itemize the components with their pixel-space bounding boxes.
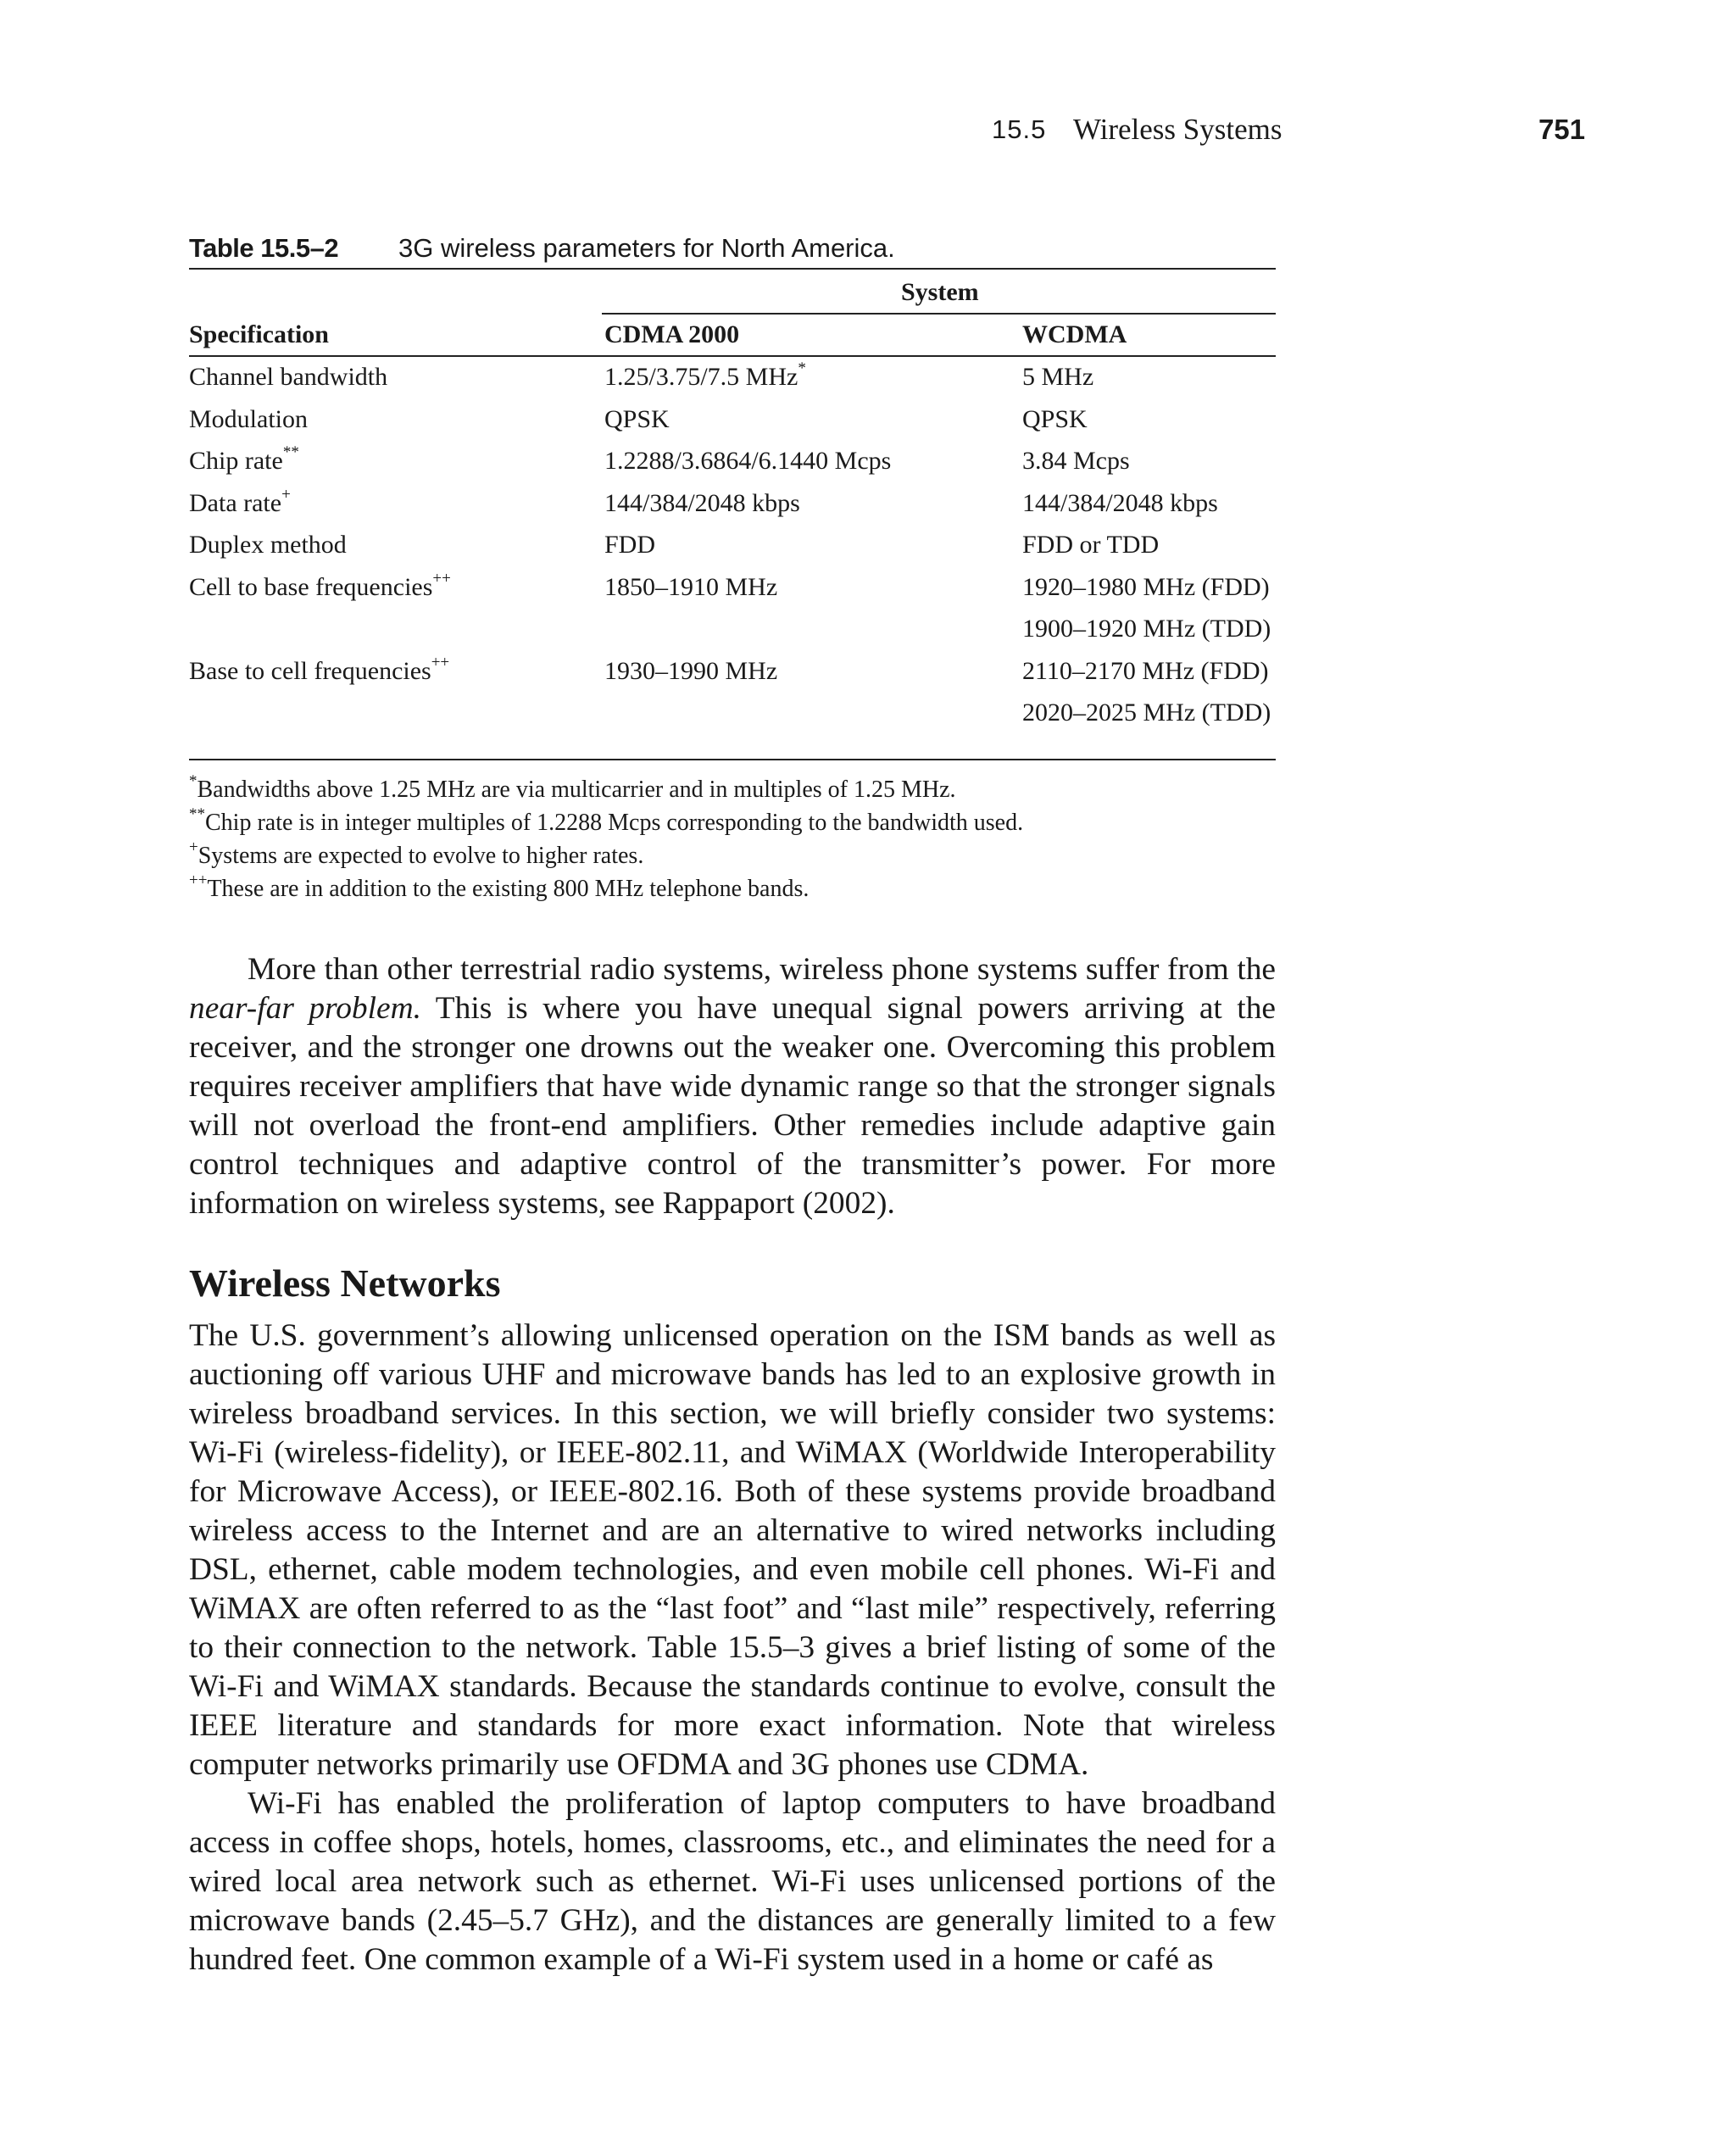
row-specification-text: Chip rate <box>189 447 283 475</box>
row-cdma2000-value-text: 1930–1990 MHz <box>604 656 778 685</box>
row-cdma2000-value <box>604 482 800 525</box>
table-label: Table 15.5–2 <box>189 233 339 263</box>
row-wcdma-value <box>1022 524 1159 566</box>
footnote-marker: ++ <box>431 653 450 671</box>
column-header-cdma2000: CDMA 2000 <box>604 320 740 348</box>
row-specification <box>189 398 308 441</box>
footnote-text: Bandwidths above 1.25 MHz are via multicarrier and in multiples of 1.25 MHz. <box>197 777 956 803</box>
footnote-text: Systems are expected to evolve to higher rates. <box>198 843 644 869</box>
row-wcdma-value <box>1022 482 1218 525</box>
column-header-specification: Specification <box>189 320 329 348</box>
row-specification-text: Modulation <box>189 404 308 433</box>
row-wcdma-value <box>1022 566 1270 609</box>
row-wcdma-value <box>1022 608 1271 650</box>
row-wcdma-value-text: 1900–1920 MHz (TDD) <box>1022 615 1271 643</box>
footnote-marker: ** <box>189 804 205 823</box>
footnote-marker: ++ <box>432 569 451 587</box>
row-cdma2000-value-text: FDD <box>604 531 656 559</box>
footnote-marker: + <box>281 485 291 504</box>
footnote-marker: ++ <box>189 871 208 889</box>
row-specification-text: Data rate <box>189 488 282 517</box>
paragraph-1-rest: This is where you have unequal signal powers arriving at the receiver, and the stronger one drowns out the weaker one. Overcoming this problem requires receiver amplifiers that have wide dynamic range so that the stronger signals will not overload the front-end amplifiers. Other remedies include adaptive gain control techniques and adaptive control of the transmitter’s power. For more information on wireless systems, see Rappaport (2002). <box>189 991 1276 1221</box>
row-specification <box>189 650 449 693</box>
row-wcdma-value <box>1022 692 1271 734</box>
footnote-marker: * <box>189 771 198 790</box>
row-specification <box>189 482 291 525</box>
row-cdma2000-value <box>604 650 777 693</box>
row-wcdma-value-text: 144/384/2048 kbps <box>1022 488 1218 517</box>
footnote-marker: * <box>798 359 806 377</box>
row-cdma2000-value <box>604 524 655 566</box>
table-caption <box>189 227 895 270</box>
row-specification <box>189 524 347 566</box>
row-specification <box>189 356 387 398</box>
row-cdma2000-value-text: 1850–1910 MHz <box>604 572 778 601</box>
row-wcdma-value-text: QPSK <box>1022 404 1088 433</box>
table-top-rule <box>189 268 1276 270</box>
row-wcdma-value-text: FDD or TDD <box>1022 531 1160 559</box>
footnote <box>189 839 1023 872</box>
row-specification-text: Cell to base frequencies <box>189 572 433 601</box>
paragraph-1-lead: More than other terrestrial radio systems, wireless phone systems suffer from the <box>248 952 1276 987</box>
row-wcdma-value <box>1022 440 1130 482</box>
wireless-networks-text <box>189 1317 1276 1979</box>
paragraph-wireless-networks: The U.S. government’s allowing unlicensed operation on the ISM bands as well as auctioning off various UHF and microwave bands has led to an explosive growth in wireless broadband services. In this section, we will briefly consider two systems: Wi-Fi (wireless-fidelity), or IEEE-802.11, and WiMAX (Worldwide Interoperability for Microwave Access), or IEEE-802.16. Both of these systems provide broadband wireless access to the Internet and are an alternative to wired networks including DSL, ethernet, cable modem technologies, and even mobile cell phones. Wi-Fi and WiMAX are often referred to as the “last foot” and “last mile” respectively, referring to their connection to the network. Table 15.5–3 gives a brief listing of some of the Wi-Fi and WiMAX standards. Because the standards continue to evolve, consult the IEEE literature and standards for more exact information. Note that wireless computer networks primarily use OFDMA and 3G phones use CDMA. <box>189 1318 1276 1782</box>
row-specification-text: Base to cell frequencies <box>189 656 431 685</box>
running-head <box>992 109 1585 151</box>
row-specification <box>189 440 299 482</box>
row-cdma2000-value-text: QPSK <box>604 404 670 433</box>
row-cdma2000-value <box>604 398 670 441</box>
section-title: Wireless Systems <box>1073 113 1283 146</box>
row-wcdma-value <box>1022 356 1093 398</box>
footnote <box>189 806 1023 839</box>
column-header-wcdma: WCDMA <box>1022 320 1127 348</box>
footnote-marker: ** <box>282 443 299 461</box>
footnote-text: Chip rate is in integer multiples of 1.2288 Mcps corresponding to the bandwidth used. <box>205 810 1024 836</box>
row-wcdma-value-text: 3.84 Mcps <box>1022 447 1130 475</box>
row-wcdma-value <box>1022 650 1269 693</box>
section-heading: Wireless Networks <box>189 1261 501 1305</box>
table-footnotes <box>189 773 1023 905</box>
row-specification-text: Duplex method <box>189 531 347 559</box>
table-caption-text: 3G wireless parameters for North America. <box>398 233 895 263</box>
row-wcdma-value-text: 5 MHz <box>1022 363 1094 391</box>
paragraph-wifi: Wi-Fi has enabled the proliferation of laptop computers to have broadband access in coffee shops, hotels, homes, classrooms, etc., and eliminates the need for a wired local area network such as ethernet. Wi-Fi uses unlicensed portions of the microwave bands (2.45–5.7 GHz), and the distances are generally limited to a few hundred feet. One common example of a Wi-Fi system used in a home or café as <box>189 1786 1276 1977</box>
row-cdma2000-value <box>604 440 891 482</box>
section-number: 15.5 <box>992 114 1047 144</box>
paragraph-near-far <box>189 950 1276 1223</box>
row-cdma2000-value-text: 144/384/2048 kbps <box>604 488 800 517</box>
row-specification <box>189 566 451 609</box>
row-cdma2000-value-text: 1.2288/3.6864/6.1440 Mcps <box>604 447 892 475</box>
footnote <box>189 773 1023 806</box>
group-header-system: System <box>901 278 979 306</box>
footnote-marker: + <box>189 838 198 856</box>
row-wcdma-value <box>1022 398 1088 441</box>
row-cdma2000-value <box>604 356 806 398</box>
row-specification-text: Channel bandwidth <box>189 363 388 391</box>
page-number: 751 <box>1538 114 1585 145</box>
row-wcdma-value-text: 2110–2170 MHz (FDD) <box>1022 656 1269 685</box>
row-cdma2000-value <box>604 566 777 609</box>
footnote <box>189 872 1023 905</box>
near-far-term: near-far problem. <box>189 991 421 1026</box>
table-bottom-rule <box>189 759 1276 760</box>
row-wcdma-value-text: 1920–1980 MHz (FDD) <box>1022 572 1270 601</box>
row-cdma2000-value-text: 1.25/3.75/7.5 MHz <box>604 363 798 391</box>
row-wcdma-value-text: 2020–2025 MHz (TDD) <box>1022 699 1271 727</box>
footnote-text: These are in addition to the existing 800 MHz telephone bands. <box>207 876 810 902</box>
